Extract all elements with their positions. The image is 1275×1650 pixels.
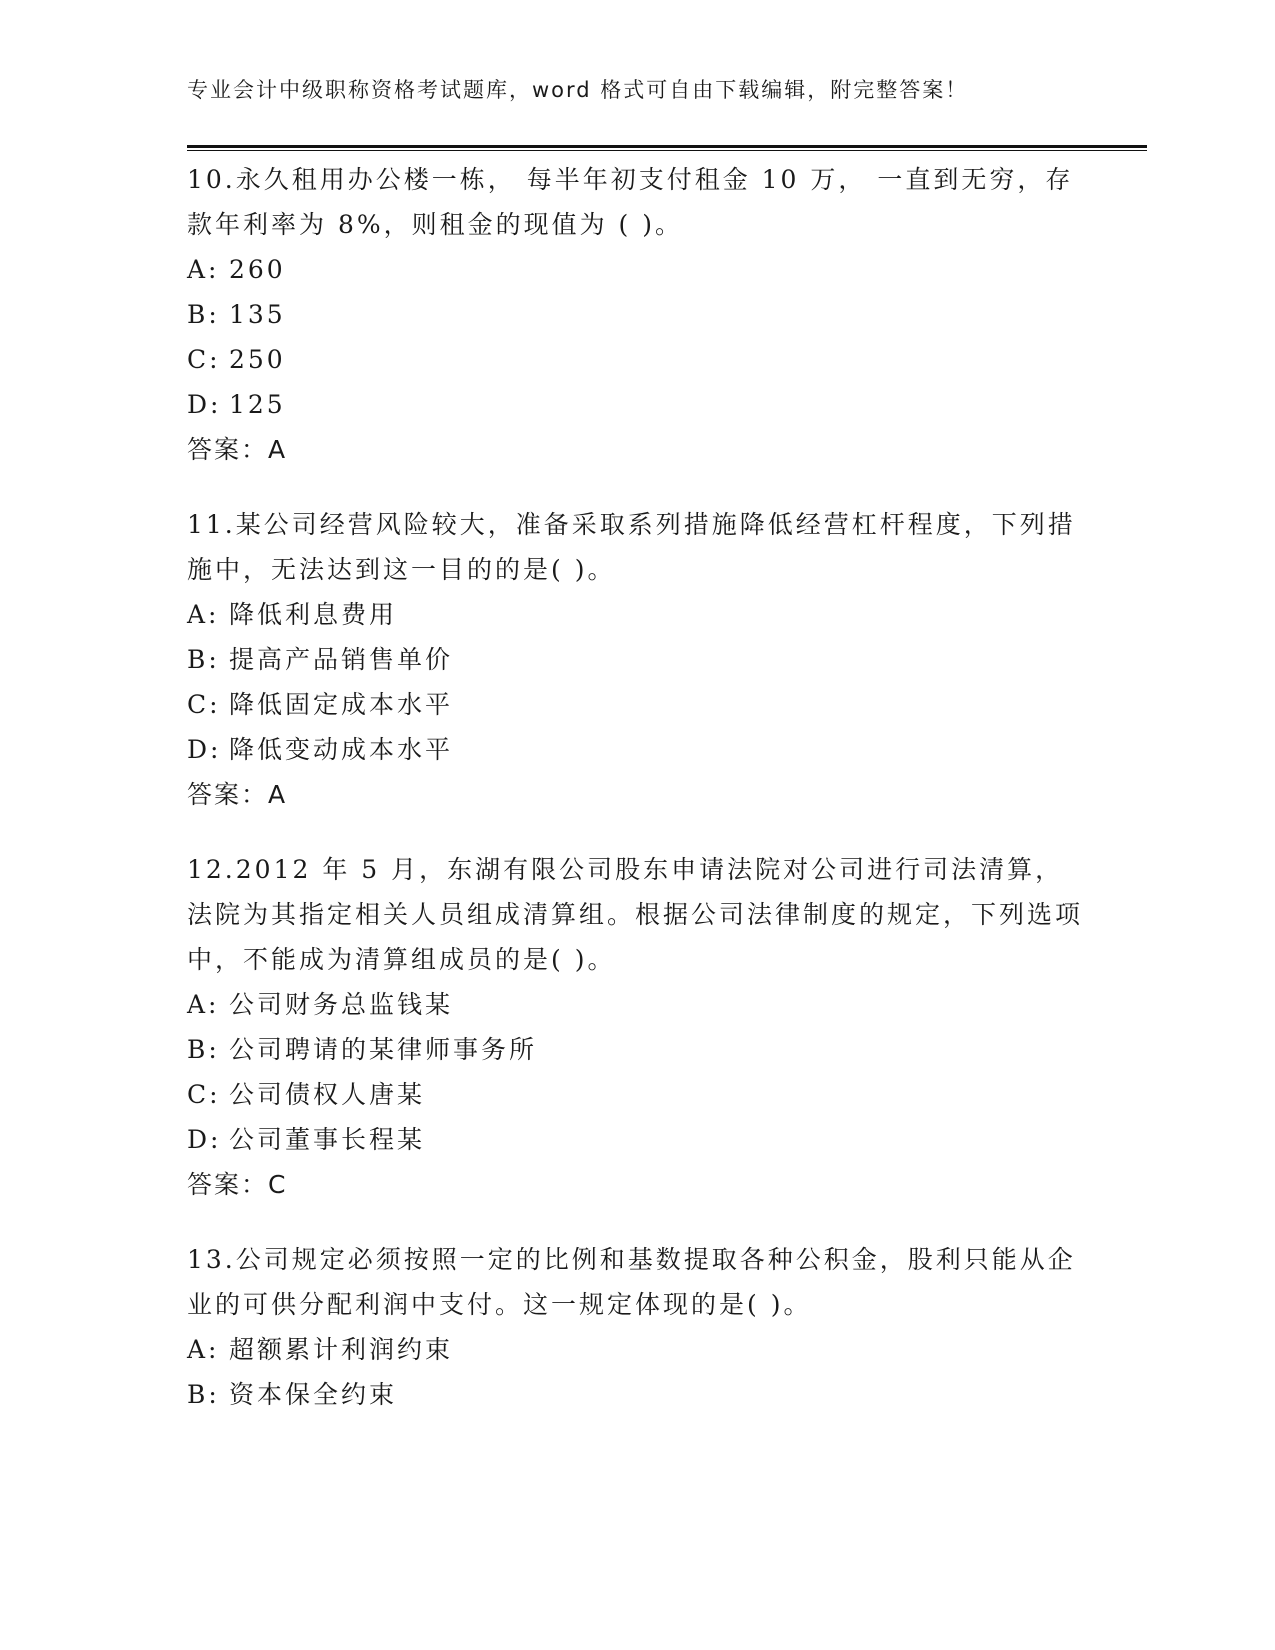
option-b <box>187 292 1087 337</box>
option-key: A: <box>187 990 220 1019</box>
question-stem: 10.永久租用办公楼一栋， 每半年初支付租金 10 万， 一直到无穷，存款年利率为 8%，则租金的现值为 ( )。 <box>187 165 1074 239</box>
header-rule-thick <box>187 145 1147 148</box>
option-c <box>187 682 1087 727</box>
option-a <box>187 247 1087 292</box>
option-b <box>187 637 1087 682</box>
question-stem: 12.2012 年 5 月，东湖有限公司股东申请法院对公司进行司法清算，法院为其指定相关人员组成清算组。根据公司法律制度的规定，下列选项中，不能成为清算组成员的是( )。 <box>187 855 1084 974</box>
option-key: B: <box>187 645 220 674</box>
option-d <box>187 727 1087 772</box>
question-10 <box>187 157 1087 472</box>
option-key: A: <box>187 255 220 284</box>
option-d <box>187 382 1087 427</box>
option-b <box>187 1027 1087 1072</box>
option-text: 公司聘请的某律师事务所 <box>229 1035 538 1064</box>
answer-line: 答案：C <box>187 1170 288 1199</box>
option-text: 降低利息费用 <box>229 600 398 629</box>
option-key: D: <box>187 390 222 419</box>
question-stem: 11.某公司经营风险较大，准备采取系列措施降低经营杠杆程度，下列措施中，无法达到这一目的的是( )。 <box>187 510 1076 584</box>
option-b <box>187 1372 1087 1417</box>
question-stem: 13.公司规定必须按照一定的比例和基数提取各种公积金，股利只能从企业的可供分配利润中支付。这一规定体现的是( )。 <box>187 1245 1076 1319</box>
option-key: B: <box>187 1380 220 1409</box>
option-text: 250 <box>229 345 286 374</box>
option-d <box>187 1117 1087 1162</box>
option-key: D: <box>187 1125 222 1154</box>
document-header: 专业会计中级职称资格考试题库，word 格式可自由下载编辑，附完整答案！ <box>187 78 969 102</box>
option-text: 135 <box>229 300 286 329</box>
option-text: 公司董事长程某 <box>229 1125 426 1154</box>
option-key: A: <box>187 1335 220 1364</box>
question-list <box>187 157 1087 1447</box>
header-rule-thin <box>187 150 1147 151</box>
option-key: C: <box>187 1080 221 1109</box>
option-a <box>187 592 1087 637</box>
option-key: A: <box>187 600 220 629</box>
question-12 <box>187 847 1087 1207</box>
option-text: 降低变动成本水平 <box>229 735 454 764</box>
answer-line: 答案：A <box>187 780 288 809</box>
option-text: 260 <box>229 255 286 284</box>
option-text: 公司债权人唐某 <box>229 1080 426 1109</box>
option-key: C: <box>187 345 221 374</box>
option-text: 125 <box>229 390 286 419</box>
option-key: B: <box>187 300 220 329</box>
option-key: B: <box>187 1035 220 1064</box>
option-text: 公司财务总监钱某 <box>229 990 454 1019</box>
option-text: 资本保全约束 <box>229 1380 398 1409</box>
option-text: 降低固定成本水平 <box>229 690 454 719</box>
option-key: C: <box>187 690 221 719</box>
option-a <box>187 982 1087 1027</box>
answer-line: 答案：A <box>187 435 288 464</box>
question-11 <box>187 502 1087 817</box>
option-text: 超额累计利润约束 <box>229 1335 454 1364</box>
option-a <box>187 1327 1087 1372</box>
option-key: D: <box>187 735 222 764</box>
option-text: 提高产品销售单价 <box>229 645 454 674</box>
option-c <box>187 1072 1087 1117</box>
question-13 <box>187 1237 1087 1417</box>
option-c <box>187 337 1087 382</box>
